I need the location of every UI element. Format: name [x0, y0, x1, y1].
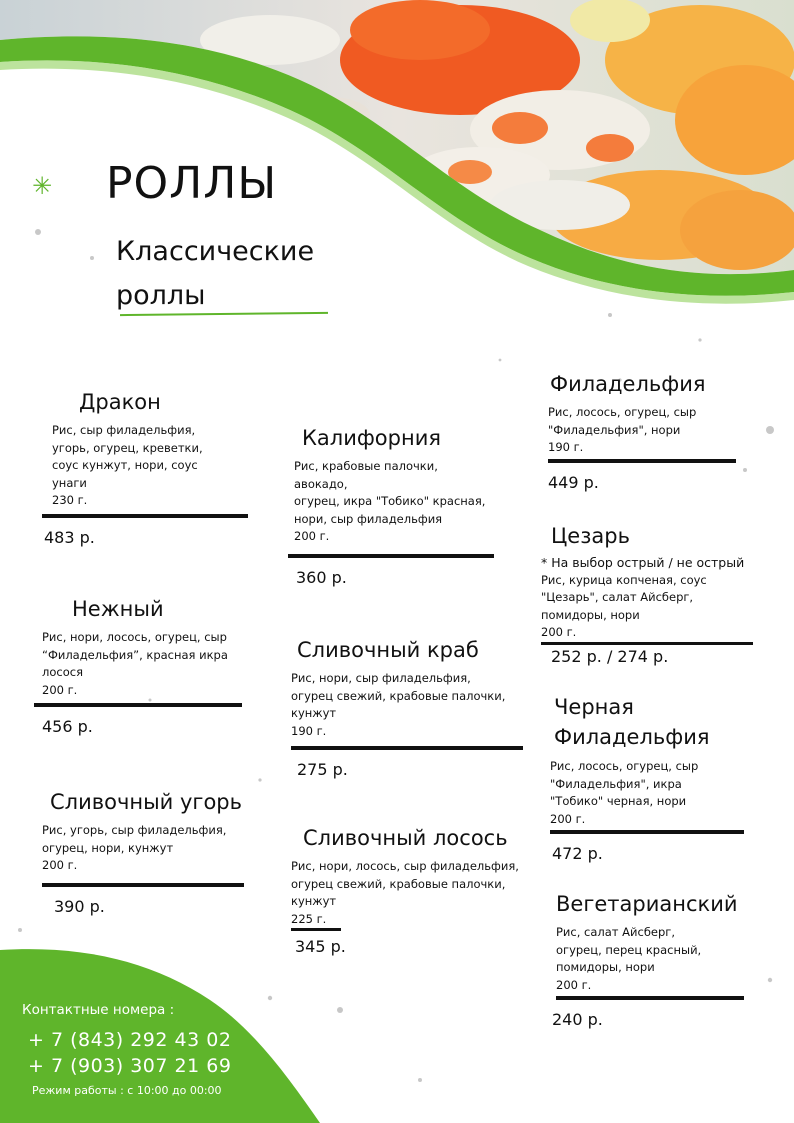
item-weight: 190 г. [291, 723, 327, 738]
item-weight: 200 г. [556, 977, 592, 992]
item-price: 472 р. [552, 844, 603, 863]
item-description: Рис, лосось, огурец, сыр "Филадельфия", икра "Тобико" черная, нори [550, 759, 699, 808]
item-price: 390 р. [54, 896, 105, 916]
item-description: Рис, курица копченая, соус "Цезарь", салат Айсберг, помидоры, нори [541, 572, 707, 622]
item-divider [34, 703, 242, 707]
menu-item-nezhny [42, 595, 242, 736]
item-name: Черная Филадельфия [554, 695, 710, 749]
item-weight: 200 г. [294, 529, 330, 543]
item-price: 456 р. [42, 717, 93, 736]
working-hours: Режим работы : с 10:00 до 00:00 [32, 1084, 222, 1097]
menu-item-philadelphia [548, 370, 736, 492]
page-title: РОЛЛЫ [106, 158, 278, 209]
item-price: 360 р. [296, 567, 347, 587]
item-name: Сливочный угорь [50, 790, 243, 814]
item-divider [42, 883, 244, 887]
item-description: Рис, лосось, огурец, сыр "Филадельфия", нори [548, 405, 697, 437]
menu-item-dragon [44, 388, 248, 547]
item-weight: 200 г. [550, 811, 586, 826]
phone-number-2[interactable]: + 7 (903) 307 21 69 [28, 1055, 232, 1077]
item-weight: 190 г. [548, 440, 584, 454]
item-description: Рис, нори, лосось, сыр филадельфия, огурец свежий, крабовые палочки, кунжут [291, 859, 519, 908]
item-divider [42, 514, 248, 518]
item-divider [548, 459, 736, 463]
item-divider [291, 746, 523, 750]
item-weight: 225 г. [291, 911, 327, 926]
item-divider [288, 554, 494, 558]
item-name: Нежный [72, 597, 164, 621]
menu-item-vegetarian [552, 890, 744, 1029]
item-name: Калифорния [302, 426, 441, 450]
item-price: 240 р. [552, 1010, 603, 1029]
item-description: Рис, салат Айсберг, огурец, перец красный, помидоры, нори [556, 925, 702, 974]
phone-number-1[interactable]: + 7 (843) 292 43 02 [28, 1029, 232, 1051]
menu-item-caesar [541, 522, 753, 666]
item-description: Рис, крабовые палочки, авокадо, огурец, икра "Тобико" красная, нори, сыр филадельфия [294, 459, 486, 526]
item-description: Рис, угорь, сыр филадельфия, огурец, нори, кунжут [42, 823, 227, 855]
item-description: Рис, нори, лосось, огурец, сыр “Филадельфия”, красная икра лосося [42, 630, 228, 679]
item-divider [550, 830, 744, 834]
menu-item-slivochny-krab [291, 636, 523, 779]
item-weight: 200 г. [42, 858, 78, 872]
section-subtitle: Классические роллы [116, 236, 315, 311]
menu-item-black-philadelphia [550, 692, 744, 863]
item-description: Рис, сыр филадельфия, угорь, огурец, креветки, соус кунжут, нори, соус унаги [52, 423, 203, 490]
contacts-block [22, 1002, 231, 1097]
item-note: * На выбор острый / не острый [541, 555, 745, 570]
item-price: 275 р. [297, 760, 348, 779]
item-description: Рис, нори, сыр филадельфия, огурец свежий, крабовые палочки, кунжут [291, 671, 506, 720]
item-weight: 230 г. [52, 493, 88, 507]
item-name: Сливочный краб [297, 638, 479, 662]
item-divider [291, 928, 341, 931]
item-name: Сливочный лосось [303, 826, 508, 850]
contacts-label: Контактные номера : [22, 1002, 175, 1018]
item-name: Дракон [79, 390, 161, 414]
item-name: Вегетарианский [556, 892, 738, 916]
item-price: 483 р. [44, 527, 95, 547]
item-name: Цезарь [551, 524, 630, 548]
item-price: 449 р. [548, 472, 599, 492]
menu-item-slivochny-losos [291, 824, 521, 956]
item-weight: 200 г. [42, 682, 78, 697]
item-weight: 200 г. [541, 625, 577, 639]
item-divider [556, 996, 744, 1000]
item-price: 252 р. / 274 р. [551, 646, 669, 666]
menu-item-slivochny-ugor [42, 788, 244, 916]
item-divider [541, 642, 753, 645]
item-name: Филадельфия [550, 372, 706, 396]
menu-item-california [294, 424, 494, 587]
item-price: 345 р. [295, 937, 346, 956]
asterisk-star-icon: ✳ [32, 172, 53, 200]
